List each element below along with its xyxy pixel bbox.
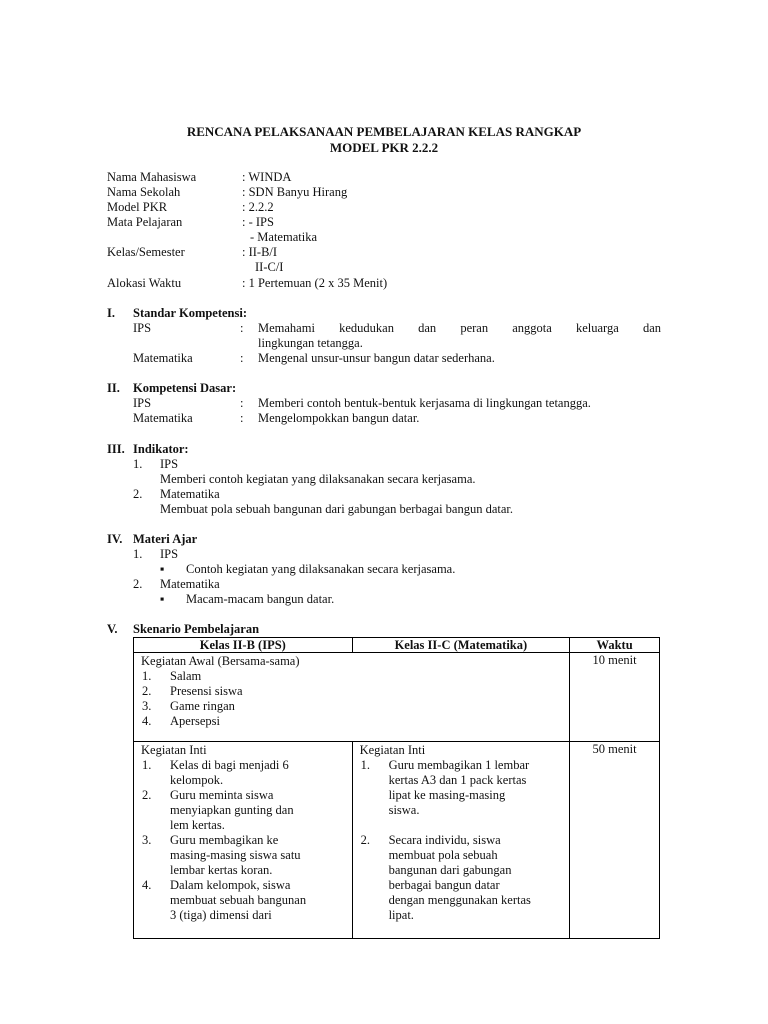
section-number: V. [107, 622, 118, 636]
list-item: 3. Game ringan [142, 699, 235, 713]
subject-label: IPS [133, 321, 152, 335]
identity-label: Nama Mahasiswa [107, 170, 197, 184]
list-item: 2. Secara individu, siswa membuat pola sebuah bangunan dari gabungan berbagai bangun datar dengan menggunakan kertas lipat. [360, 833, 531, 922]
activity-list [353, 758, 570, 923]
activity-list [134, 669, 569, 729]
list-item: 2. Presensi siswa [142, 684, 243, 698]
identity-label: Model PKR [107, 200, 168, 214]
subject-label: IPS [160, 457, 179, 471]
identity-value: II-C/I [255, 260, 284, 274]
bullet-icon [160, 592, 164, 607]
identity-value: : SDN Banyu Hirang [242, 185, 348, 199]
waktu-cell: 10 menit [570, 653, 660, 742]
list-item: 1. Guru membagikan 1 lembar kertas A3 dan 1 pack kertas lipat ke masing-masing siswa. [360, 758, 530, 817]
section-number: I. [107, 306, 115, 320]
list-item: 1. Kelas di bagi menjadi 6 kelompok. [142, 758, 289, 787]
subject-label: Matematika [160, 577, 220, 591]
table-header-row [134, 638, 660, 653]
section-heading: Kompetensi Dasar: [133, 381, 237, 395]
identity-label: Kelas/Semester [107, 245, 185, 259]
colon: : [240, 321, 244, 335]
activity-title: Kegiatan Inti [359, 743, 426, 757]
identity-value: : WINDA [242, 170, 292, 184]
identity-value: - Matematika [250, 230, 317, 244]
column-header: Kelas II-C (Matematika) [352, 638, 570, 653]
material-text: Contoh kegiatan yang dilaksanakan secara kerjasama. [186, 562, 456, 576]
document-title: RENCANA PELAKSANAAN PEMBELAJARAN KELAS RANGKAP [186, 124, 582, 139]
section-number: II. [107, 381, 120, 395]
waktu-cell: 50 menit [570, 742, 660, 939]
list-item: 3. Guru membagikan ke masing-masing siswa satu lembar kertas koran. [142, 833, 301, 877]
column-header: Waktu [570, 638, 660, 653]
subject-label: Matematika [133, 411, 193, 425]
item-number: 1. [133, 457, 143, 471]
item-number: 1. [133, 547, 143, 561]
list-item: 4. Apersepsi [142, 714, 220, 728]
list-item: 4. Dalam kelompok, siswa membuat sebuah bangunan 3 (tiga) dimensi dari [142, 878, 307, 922]
colon: : [240, 411, 244, 425]
colon: : [240, 396, 244, 410]
activity-title: Kegiatan Awal (Bersama-sama) [141, 654, 300, 668]
subject-label: IPS [160, 547, 179, 561]
identity-label: Nama Sekolah [107, 185, 181, 199]
subject-label: Matematika [133, 351, 193, 365]
bullet-icon [160, 562, 164, 577]
section-heading: Indikator: [133, 442, 189, 456]
colon: : [240, 351, 244, 365]
kegiatan-inti-ips-cell [134, 742, 353, 939]
kegiatan-awal-cell [134, 653, 570, 742]
identity-value: : - IPS [242, 215, 274, 229]
subject-label: Matematika [160, 487, 220, 501]
identity-value: : II-B/I [242, 245, 278, 259]
section-heading: Materi Ajar [133, 532, 198, 546]
section-heading: Skenario Pembelajaran [133, 622, 260, 636]
competency-text: Mengenal unsur-unsur bangun datar sederhana. [258, 351, 495, 365]
competency-text: Mengelompokkan bangun datar. [258, 411, 420, 425]
list-item: 2. Guru meminta siswa menyiapkan gunting dan lem kertas. [142, 788, 294, 832]
identity-value: : 2.2.2 [242, 200, 274, 214]
section-number: III. [107, 442, 125, 456]
list-item: 1. Salam [142, 669, 202, 683]
indicator-text: Membuat pola sebuah bangunan dari gabungan berbagai bangun datar. [160, 502, 514, 516]
subject-label: IPS [133, 396, 152, 410]
column-header: Kelas II-B (IPS) [134, 638, 353, 653]
table-row [134, 653, 660, 742]
competency-text: Memberi contoh bentuk-bentuk kerjasama di lingkungan tetangga. [258, 396, 591, 410]
identity-label: Mata Pelajaran [107, 215, 183, 229]
table-row [134, 742, 660, 939]
identity-value: : 1 Pertemuan (2 x 35 Menit) [242, 276, 388, 290]
item-number: 2. [133, 577, 143, 591]
activity-list [134, 758, 352, 923]
item-number: 2. [133, 487, 143, 501]
indicator-text: Memberi contoh kegiatan yang dilaksanakan secara kerjasama. [160, 472, 476, 486]
competency-text: Memahami kedudukan dan peran anggota keluarga dan [258, 321, 661, 335]
section-number: IV. [107, 532, 123, 546]
material-text: Macam-macam bangun datar. [186, 592, 335, 606]
section-heading: Standar Kompetensi: [133, 306, 248, 320]
document-subtitle: MODEL PKR 2.2.2 [329, 140, 439, 155]
kegiatan-inti-matematika-cell [352, 742, 570, 939]
competency-text: lingkungan tetangga. [258, 336, 363, 350]
identity-label: Alokasi Waktu [107, 276, 182, 290]
scenario-table [133, 637, 660, 939]
activity-title: Kegiatan Inti [141, 743, 207, 757]
